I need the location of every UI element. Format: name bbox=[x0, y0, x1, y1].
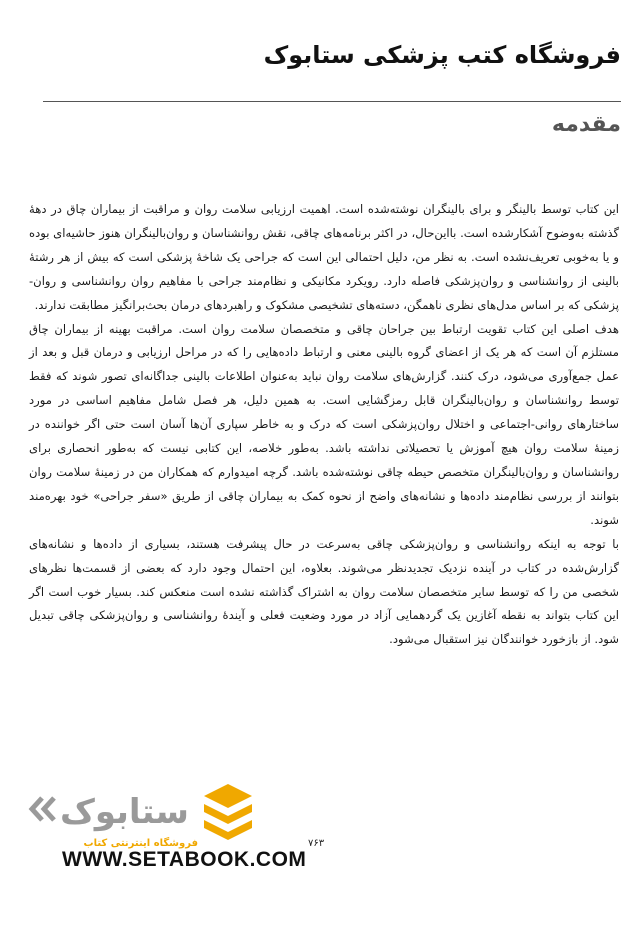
paragraph-1: این کتاب توسط بالینگر و برای بالینگران نوشته‌شده است. اهمیت ارزیابی سلامت روان و مراقبت از بیماران چاق در دهۀ گذشته به‌وضوح آشکارشده است. بااین‌حال، در اکثر برنامه‌های چاقی، نقش روانشناسان و روان‌بالینگران هنوز حاشیه‌ای بوده و یا به‌خوبی تعریف‌نشده است. به نظر من، دلیل احتمالی این است که جراحی یک شاخۀ پزشکی است که بیش از هر رشتۀ بالینی از روانشناسی و روان‌پزشکی فاصله دارد. رویکرد مکانیکی و نظام‌مند جراحی با مفاهیم روان روانشناسی و روان-پزشکی که بر اساس مدل‌های نظری ناهمگن، دسته‌های تشخیصی مشکوک و راهبردهای درمان بحث‌برانگیز مطابقت ندارند. bbox=[29, 202, 619, 312]
website-url: WWW.SETABOOK.COM bbox=[62, 848, 307, 871]
section-title: مقدمه bbox=[551, 112, 621, 137]
chevrons-icon bbox=[24, 794, 64, 824]
body-text bbox=[29, 198, 619, 652]
paragraph-2: هدف اصلی این کتاب تقویت ارتباط بین جراحان چاقی و متخصصان سلامت روان است. مراقبت بهینه از بیماران چاق مستلزم آن است که هر یک از اعضای گروه بالینی معنی و ارتباط داده‌هایی را که در مراحل ارزیابی و درمان قبل و بعد از عمل جمع‌آوری می‌شود، درک کنند. گزارش‌های سلامت روان نباید به‌عنوان اطلاعات بالینی جداگانه‌ای تصور شوند که فقط توسط روانشناسان و روان‌بالینگران قابل رمزگشایی است. به همین دلیل، هر فصل شامل مفاهیم اساسی در مورد ساختارهای روانی-اجتماعی و اختلال روان‌پزشکی است که درک و به خاطر سپاری آن‌ها آسان است حتی اگر خواننده در زمینۀ سلامت روان هیچ آموزش یا تحصیلاتی نداشته باشد. به‌طور خلاصه، این کتابی نیست که به‌طور انحصاری برای روانشناسان و روان‌بالینگران متخصص حیطه چاقی نوشته‌شده باشد. گرچه امیدوارم که همکاران من در زمینۀ سلامت روان بتوانند از بررسی نظام‌مند داده‌ها و نشانه‌های واضح از نحوه کمک به بیماران چاقی از طریق «سفر جراحی» خود بهره‌مند شوند. bbox=[29, 321, 619, 527]
page-header-title: فروشگاه کتب پزشکی ستابوک bbox=[263, 41, 621, 69]
book-logo-icon bbox=[200, 780, 256, 842]
logo-wordmark: ستابوک bbox=[60, 792, 189, 832]
page-number: ۷۶۳ bbox=[308, 838, 325, 849]
logo-tagline: فروشگاه اینترنتی کتاب bbox=[83, 838, 198, 849]
paragraph-3: با توجه به اینکه روانشناسی و روان‌پزشکی چاقی به‌سرعت در حال پیشرفت هستند، بسیاری از داده‌ها و نشانه‌های گزارش‌شده در کتاب در آینده نزدیک تجدیدنظر می‌شوند. بعلاوه، این احتمال وجود دارد که بعضی از قسمت‌ها نظرهای شخصی من را که توسط سایر متخصصان سلامت روان به اشتراک گذاشته نشده است منعکس کند. بسیار خوب است اگر این کتاب بتواند به نقطه آغازین یک گردهمایی آزاد در مورد وضعیت فعلی و آیندۀ روانشناسی و روان‌پزشکی چاقی تبدیل شود. از بازخورد خوانندگان نیز استقبال می‌شود. bbox=[29, 536, 619, 647]
header-divider bbox=[43, 101, 621, 102]
